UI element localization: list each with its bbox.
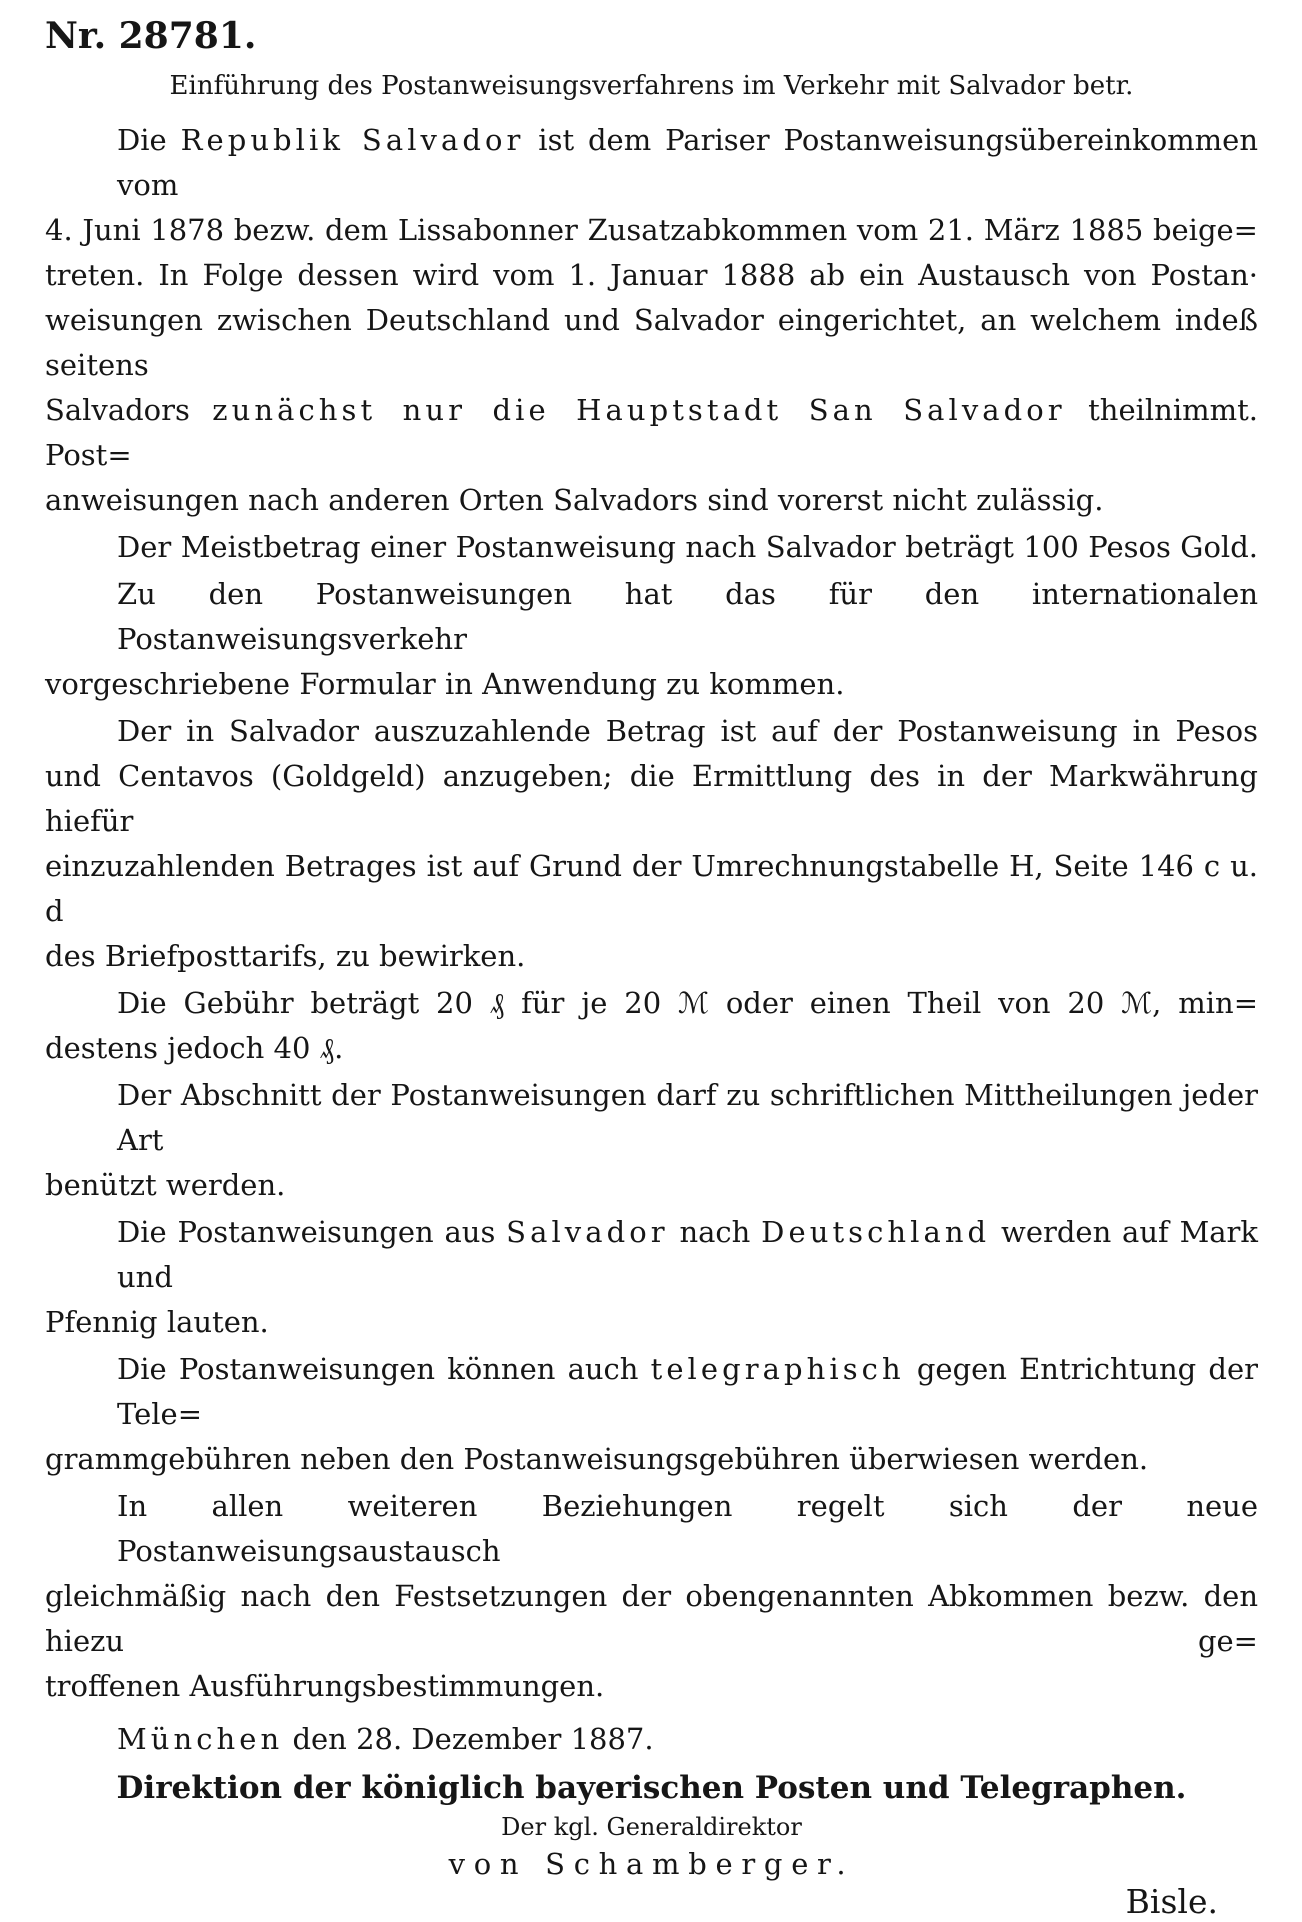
document-body xyxy=(45,118,1258,1709)
text-segment: Die Gebühr beträgt 20 ₰ für je 20 ℳ oder einen Theil von 20 ℳ, min= xyxy=(117,986,1258,1020)
text-segment: den 28. Dezember 1887. xyxy=(283,1722,654,1756)
text-segment: Die Postanweisungen können auch xyxy=(117,1352,651,1386)
text-line xyxy=(45,118,1258,208)
text-segment: Pfennig lauten. xyxy=(45,1305,269,1339)
text-segment: In allen weiteren Beziehungen regelt sich der neue Postanweisungsaustausch xyxy=(117,1489,1258,1568)
text-line xyxy=(45,388,1258,478)
text-segment: treten. In Folge dessen wird vom 1. Januar 1888 ab ein Austausch von Postan· xyxy=(45,258,1258,292)
text-segment: und Centavos (Goldgeld) anzugeben; die Ermittlung des in der Markwährung hiefür xyxy=(45,759,1258,838)
text-segment: weisungen zwischen Deutschland und Salvador eingerichtet, an welchem indeß seitens xyxy=(45,303,1258,382)
text-segment: nach xyxy=(668,1215,762,1249)
text-segment: Salvadors xyxy=(45,393,213,427)
text-segment: gleichmäßig nach den Festsetzungen der obengenannten Abkommen bezw. den hiezu ge= xyxy=(45,1579,1258,1658)
paragraph xyxy=(45,1073,1258,1208)
text-line xyxy=(45,1437,1258,1482)
text-segment: Der Meistbetrag einer Postanweisung nach Salvador beträgt 100 Pesos Gold. xyxy=(117,530,1258,564)
text-line xyxy=(45,844,1258,934)
paragraph xyxy=(45,572,1258,707)
paragraph xyxy=(45,1210,1258,1345)
document-number: Nr. 28781. xyxy=(45,15,257,57)
text-segment: benützt werden. xyxy=(45,1168,286,1202)
text-line xyxy=(45,1347,1258,1437)
text-segment: 4. Juni 1878 bezw. dem Lissabonner Zusatzabkommen vom 21. März 1885 beige= xyxy=(45,213,1258,247)
text-line xyxy=(45,709,1258,754)
text-segment: Die xyxy=(117,123,181,157)
text-line xyxy=(45,298,1258,388)
text-line xyxy=(45,662,1258,707)
text-segment: Die Postanweisungen aus xyxy=(117,1215,507,1249)
emphasized-text: München xyxy=(117,1722,284,1756)
text-segment: des Briefposttarifs, zu bewirken. xyxy=(45,939,526,973)
paragraph xyxy=(45,981,1258,1071)
text-segment: ist dem Pariser Postanweisungsübereinkommen vom xyxy=(117,123,1259,202)
text-segment: Zu den Postanweisungen hat das für den internationalen Postanweisungsverkehr xyxy=(117,577,1258,656)
text-segment: anweisungen nach anderen Orten Salvadors sind vorerst nicht zulässig. xyxy=(45,483,1104,517)
text-line xyxy=(45,1210,1258,1300)
paragraph xyxy=(45,118,1258,523)
dateline xyxy=(45,1717,1258,1762)
text-segment: troffenen Ausführungsbestimmungen. xyxy=(45,1669,605,1703)
text-segment: gegen Entrichtung der Tele= xyxy=(117,1352,1258,1431)
text-segment: einzuzahlenden Betrages ist auf Grund der Umrechnungstabelle H, Seite 146 c u. d xyxy=(45,849,1258,928)
text-segment: vorgeschriebene Formular in Anwendung zu kommen. xyxy=(45,667,845,701)
countersignature: Bisle. xyxy=(1125,1882,1218,1921)
text-line xyxy=(45,934,1258,979)
subject-line: Einführung des Postanweisungsverfahrens im Verkehr mit Salvador betr. xyxy=(169,71,1134,101)
signature-name: von Schamberger. xyxy=(448,1847,855,1881)
text-line xyxy=(45,981,1258,1026)
text-line xyxy=(45,572,1258,662)
signature-role: Der kgl. Generaldirektor xyxy=(501,1813,802,1841)
paragraph xyxy=(45,525,1258,570)
text-line xyxy=(45,1664,1258,1709)
text-segment: Der Abschnitt der Postanweisungen darf zu schriftlichen Mittheilungen jeder Art xyxy=(117,1078,1258,1157)
text-line xyxy=(45,1300,1258,1345)
text-line xyxy=(45,754,1258,844)
emphasized-text: Salvador xyxy=(506,1215,669,1249)
text-segment: Der in Salvador auszuzahlende Betrag ist auf der Postanweisung in Pesos xyxy=(117,714,1258,748)
emphasized-text: Deutschland xyxy=(761,1215,991,1249)
text-segment: werden auf Mark und xyxy=(117,1215,1258,1294)
emphasized-text: Republik Salvador xyxy=(180,123,525,157)
text-segment: theilnimmt. Post= xyxy=(45,393,1258,472)
text-line xyxy=(45,208,1258,253)
text-line xyxy=(45,478,1258,523)
signature-organization: Direktion der königlich bayerischen Posten und Telegraphen. xyxy=(116,1770,1187,1806)
paragraph xyxy=(45,709,1258,979)
text-line xyxy=(45,253,1258,298)
paragraph xyxy=(45,1484,1258,1709)
text-line xyxy=(45,1484,1258,1574)
text-segment: grammgebühren neben den Postanweisungsgebühren überwiesen werden. xyxy=(45,1442,1149,1476)
emphasized-text: telegraphisch xyxy=(650,1352,905,1386)
text-line xyxy=(45,1026,1258,1071)
text-line xyxy=(45,1163,1258,1208)
text-segment: destens jedoch 40 ₰. xyxy=(45,1031,344,1065)
text-line xyxy=(45,525,1258,570)
paragraph xyxy=(45,1347,1258,1482)
emphasized-text: zunächst nur die Hauptstadt San Salvador xyxy=(212,393,1066,427)
text-line xyxy=(45,1574,1258,1664)
text-line xyxy=(45,1073,1258,1163)
